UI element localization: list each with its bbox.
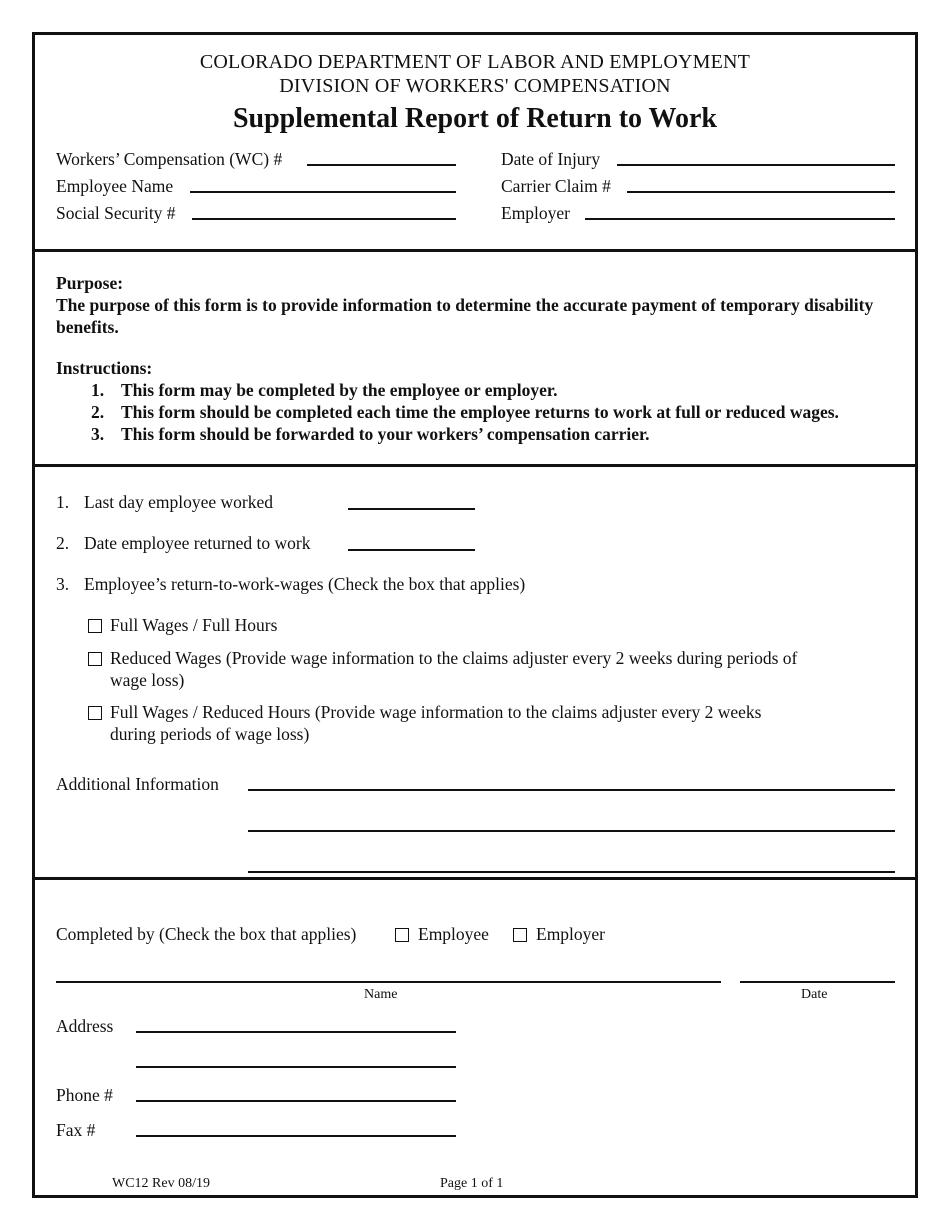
page-number: Page 1 of 1 bbox=[440, 1176, 504, 1191]
name-caption: Name bbox=[364, 987, 398, 1002]
address-label: Address bbox=[56, 1016, 114, 1036]
additional-info-line-2[interactable] bbox=[248, 830, 895, 832]
wc-number-label: Workers’ Compensation (WC) # bbox=[56, 149, 283, 169]
section-divider bbox=[35, 249, 915, 252]
last-day-worked-field[interactable] bbox=[348, 508, 475, 510]
q1-label: Last day employee worked bbox=[84, 492, 274, 512]
name-field[interactable] bbox=[56, 981, 721, 983]
section-divider bbox=[35, 877, 915, 880]
employer-option-label: Employer bbox=[536, 924, 606, 944]
additional-info-line-3[interactable] bbox=[248, 871, 895, 873]
employer-label: Employer bbox=[501, 203, 571, 223]
return-date-field[interactable] bbox=[348, 549, 475, 551]
q2-number: 2. bbox=[56, 533, 70, 553]
section-divider bbox=[35, 464, 915, 467]
instruction-number: 1. bbox=[91, 380, 105, 400]
ssn-label: Social Security # bbox=[56, 203, 176, 223]
division-name: DIVISION OF WORKERS' COMPENSATION bbox=[279, 75, 671, 97]
ssn-field[interactable] bbox=[192, 218, 456, 220]
form-id: WC12 Rev 08/19 bbox=[112, 1176, 210, 1191]
reduced-wages-checkbox[interactable] bbox=[88, 652, 102, 666]
date-caption: Date bbox=[801, 987, 828, 1002]
date-field[interactable] bbox=[740, 981, 895, 983]
purpose-heading: Purpose: bbox=[56, 273, 124, 293]
phone-field[interactable] bbox=[136, 1100, 456, 1102]
date-of-injury-label: Date of Injury bbox=[501, 149, 601, 169]
employee-option-label: Employee bbox=[418, 924, 489, 944]
form-title: Supplemental Report of Return to Work bbox=[232, 103, 718, 134]
wc-number-field[interactable] bbox=[307, 164, 456, 166]
carrier-claim-label: Carrier Claim # bbox=[501, 176, 611, 196]
purpose-text: The purpose of this form is to provide information to determine the accurate payment of temporary disability benefits. bbox=[56, 295, 874, 337]
date-of-injury-field[interactable] bbox=[617, 164, 895, 166]
employer-field[interactable] bbox=[585, 218, 895, 220]
instruction-number: 3. bbox=[91, 424, 105, 444]
additional-info-label: Additional Information bbox=[56, 774, 219, 794]
employee-name-field[interactable] bbox=[190, 191, 456, 193]
fax-field[interactable] bbox=[136, 1135, 456, 1137]
address-line-2[interactable] bbox=[136, 1066, 456, 1068]
instruction-number: 2. bbox=[91, 402, 105, 422]
employee-checkbox[interactable] bbox=[395, 928, 409, 942]
full-wages-checkbox[interactable] bbox=[88, 619, 102, 633]
instruction-item: This form should be forwarded to your workers’ compensation carrier. bbox=[121, 424, 650, 444]
fax-label: Fax # bbox=[56, 1120, 96, 1140]
phone-label: Phone # bbox=[56, 1085, 113, 1105]
address-line-1[interactable] bbox=[136, 1031, 456, 1033]
form-border bbox=[32, 32, 918, 1198]
reduced-wages-label-cont: wage loss) bbox=[110, 670, 185, 690]
employer-checkbox[interactable] bbox=[513, 928, 527, 942]
carrier-claim-field[interactable] bbox=[627, 191, 895, 193]
completed-by-label: Completed by (Check the box that applies) bbox=[56, 924, 357, 944]
reduced-hours-checkbox[interactable] bbox=[88, 706, 102, 720]
reduced-hours-label-cont: during periods of wage loss) bbox=[110, 724, 310, 744]
reduced-hours-label: Full Wages / Reduced Hours (Provide wage information to the claims adjuster every 2 weeks bbox=[110, 702, 762, 722]
instruction-item: This form should be completed each time the employee returns to work at full or reduced wages. bbox=[121, 402, 839, 422]
q3-number: 3. bbox=[56, 574, 70, 594]
reduced-wages-label: Reduced Wages (Provide wage information to the claims adjuster every 2 weeks during periods of bbox=[110, 648, 798, 668]
full-wages-label: Full Wages / Full Hours bbox=[110, 615, 278, 635]
agency-name: COLORADO DEPARTMENT OF LABOR AND EMPLOYMENT bbox=[199, 51, 751, 73]
q1-number: 1. bbox=[56, 492, 70, 512]
q3-label: Employee’s return-to-work-wages (Check the box that applies) bbox=[84, 574, 526, 594]
employee-name-label: Employee Name bbox=[56, 176, 174, 196]
instructions-heading: Instructions: bbox=[56, 358, 153, 378]
additional-info-line-1[interactable] bbox=[248, 789, 895, 791]
instruction-item: This form may be completed by the employee or employer. bbox=[121, 380, 558, 400]
q2-label: Date employee returned to work bbox=[84, 533, 311, 553]
